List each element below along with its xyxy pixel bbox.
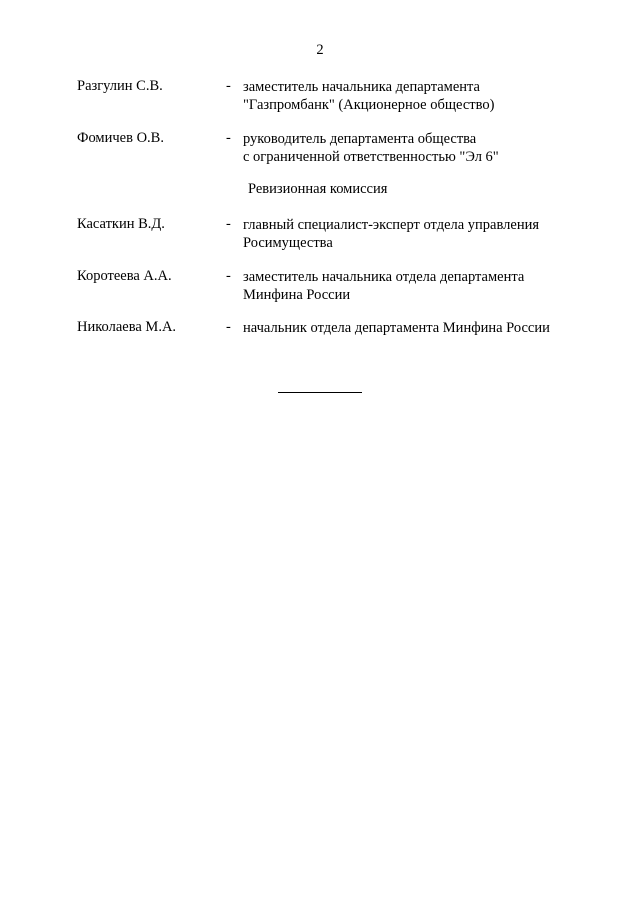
position-line: Минфина России: [243, 287, 351, 303]
member-position: [243, 78, 633, 114]
member-name: Николаева М.А.: [77, 319, 177, 335]
position-line: руководитель департамента общества: [243, 131, 477, 147]
page-number: 2: [316, 42, 324, 58]
position-line: с ограниченной ответственностью "Эл 6": [243, 149, 499, 165]
section-heading: Ревизионная комиссия: [248, 181, 388, 197]
separator-dash: -: [226, 319, 231, 335]
member-position: [243, 216, 633, 252]
member-position: [243, 130, 633, 166]
position-line: "Газпромбанк" (Акционерное общество): [243, 97, 495, 113]
position-line: заместитель начальника департамента: [243, 79, 480, 95]
member-name: Фомичев О.В.: [77, 130, 164, 146]
position-line: заместитель начальника отдела департамента: [243, 269, 525, 285]
member-position: [243, 319, 633, 337]
separator-dash: -: [226, 78, 231, 94]
position-line: главный специалист-эксперт отдела управления: [243, 217, 540, 233]
member-name: Разгулин С.В.: [77, 78, 163, 94]
end-divider: [278, 392, 362, 393]
position-line: начальник отдела департамента Минфина России: [243, 320, 550, 336]
separator-dash: -: [226, 130, 231, 146]
separator-dash: -: [226, 216, 231, 232]
separator-dash: -: [226, 268, 231, 284]
member-position: [243, 268, 633, 304]
member-name: Коротеева А.А.: [77, 268, 172, 284]
member-name: Касаткин В.Д.: [77, 216, 165, 232]
position-line: Росимущества: [243, 235, 333, 251]
